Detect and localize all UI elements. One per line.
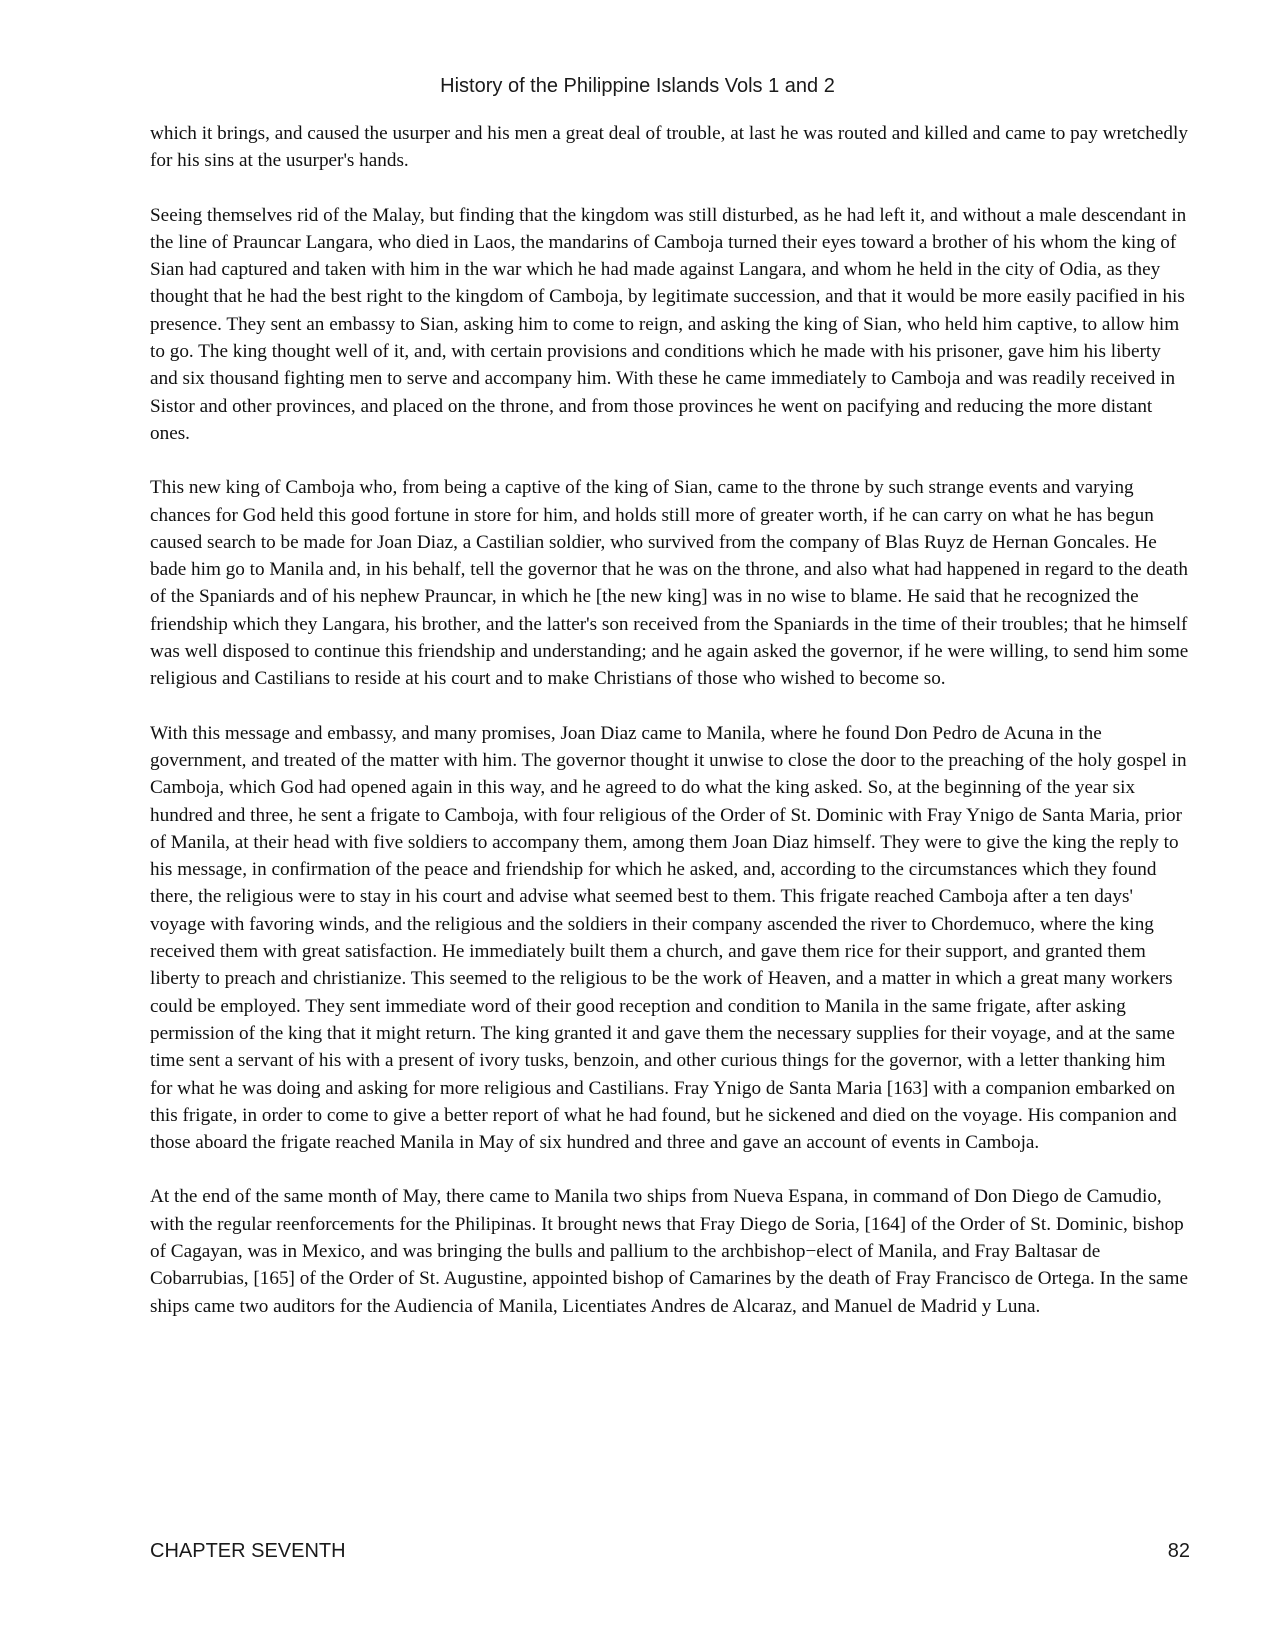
- running-title: History of the Philippine Islands Vols 1 and 2: [440, 75, 835, 97]
- paragraph-2: Seeing themselves rid of the Malay, but finding that the kingdom was still disturbed, as he had left it, and without a male descendant in the line of Prauncar Langara, who died in Laos, the mandarins of Camboja turned their eyes toward a brother of his whom the king of Sian had captured and taken with him in the war which he had made against Langara, and whom he held in the city of Odia, as they thought that he had the best right to the kingdom of Camboja, by legitimate succession, and that it would be more easily pacified in his presence. They sent an embassy to Sian, asking him to come to reign, and asking the king of Sian, who held him captive, to allow him to go. The king thought well of it, and, with certain provisions and conditions which he made with his prisoner, gave him his liberty and six thousand fighting men to serve and accompany him. With these he came immediately to Camboja and was readily received in Sistor and other provinces, and placed on the throne, and from those provinces he went on pacifying and reducing the more distant ones.: [150, 204, 1187, 444]
- paragraph-1: which it brings, and caused the usurper and his men a great deal of trouble, at last he was routed and killed and came to pay wretchedly for his sins at the usurper's hands.: [150, 123, 1188, 172]
- paragraph-3: This new king of Camboja who, from being a captive of the king of Sian, came to the throne by such strange events and varying chances for God held this good fortune in store for him, and holds still more of greater worth, if he can carry on what he has begun caused search to be made for Joan Diaz, a Castilian soldier, who survived from the company of Blas Ruyz de Hernan Goncales. He bade him go to Manila and, in his behalf, tell the governor that he was on the throne, and also what had happened in regard to the death of the Spaniards and of his nephew Prauncar, in which he [the new king] was in no wise to blame. He said that he recognized the friendship which they Langara, his brother, and the latter's son received from the Spaniards in the time of their troubles; that he himself was well disposed to continue this friendship and understanding; and he again asked the governor, if he were willing, to send him some religious and Castilians to reside at his court and to make Christians of those who wished to become so.: [150, 477, 1189, 690]
- body-text: [150, 120, 1190, 1347]
- paragraph-4: With this message and embassy, and many promises, Joan Diaz came to Manila, where he found Don Pedro de Acuna in the government, and treated of the matter with him. The governor thought it unwise to close the door to the preaching of the holy gospel in Camboja, which God had opened again in this way, and he agreed to do what the king asked. So, at the beginning of the year six hundred and three, he sent a frigate to Camboja, with four religious of the Order of St. Dominic with Fray Ynigo de Santa Maria, prior of Manila, at their head with five soldiers to accompany them, among them Joan Diaz himself. They were to give the king the reply to his message, in confirmation of the peace and friendship for which he asked, and, according to the circumstances which they found there, the religious were to stay in his court and advise what seemed best to them. This frigate reached Camboja after a ten days' voyage with favoring winds, and the religious and the soldiers in their company ascended the river to Chordemuco, where the king received them with great satisfaction. He immediately built them a church, and gave them rice for their support, and granted them liberty to preach and christianize. This seemed to the religious to be the work of Heaven, and a matter in which a great many workers could be employed. They sent immediate word of their good reception and condition to Manila in the same frigate, after asking permission of the king that it might return. The king granted it and gave them the necessary supplies for their voyage, and at the same time sent a servant of his with a present of ivory tusks, benzoin, and other curious things for the governor, with a letter thanking him for what he was doing and asking for more religious and Castilians. Fray Ynigo de Santa Maria [163] with a companion embarked on this frigate, in order to come to give a better report of what he had found, but he sickened and died on the voyage. His companion and those aboard the frigate reached Manila in May of six hundred and three and gave an account of events in Camboja.: [150, 722, 1187, 1154]
- page-header: [0, 74, 1275, 98]
- page-number: 82: [1167, 1540, 1190, 1562]
- paragraph-5: At the end of the same month of May, there came to Manila two ships from Nueva Espana, in command of Don Diego de Camudio, with the regular reenforcements for the Philipinas. It brought news that Fray Diego de Soria, [164] of the Order of St. Dominic, bishop of Cagayan, was in Mexico, and was bringing the bulls and pallium to the archbishop−elect of Manila, and Fray Baltasar de Cobarrubias, [165] of the Order of St. Augustine, appointed bishop of Camarines by the death of Fray Francisco de Ortega. In the same ships came two auditors for the Audiencia of Manila, Licentiates Andres de Alcaraz, and Manuel de Madrid y Luna.: [150, 1186, 1188, 1317]
- chapter-label: CHAPTER SEVENTH: [150, 1540, 346, 1562]
